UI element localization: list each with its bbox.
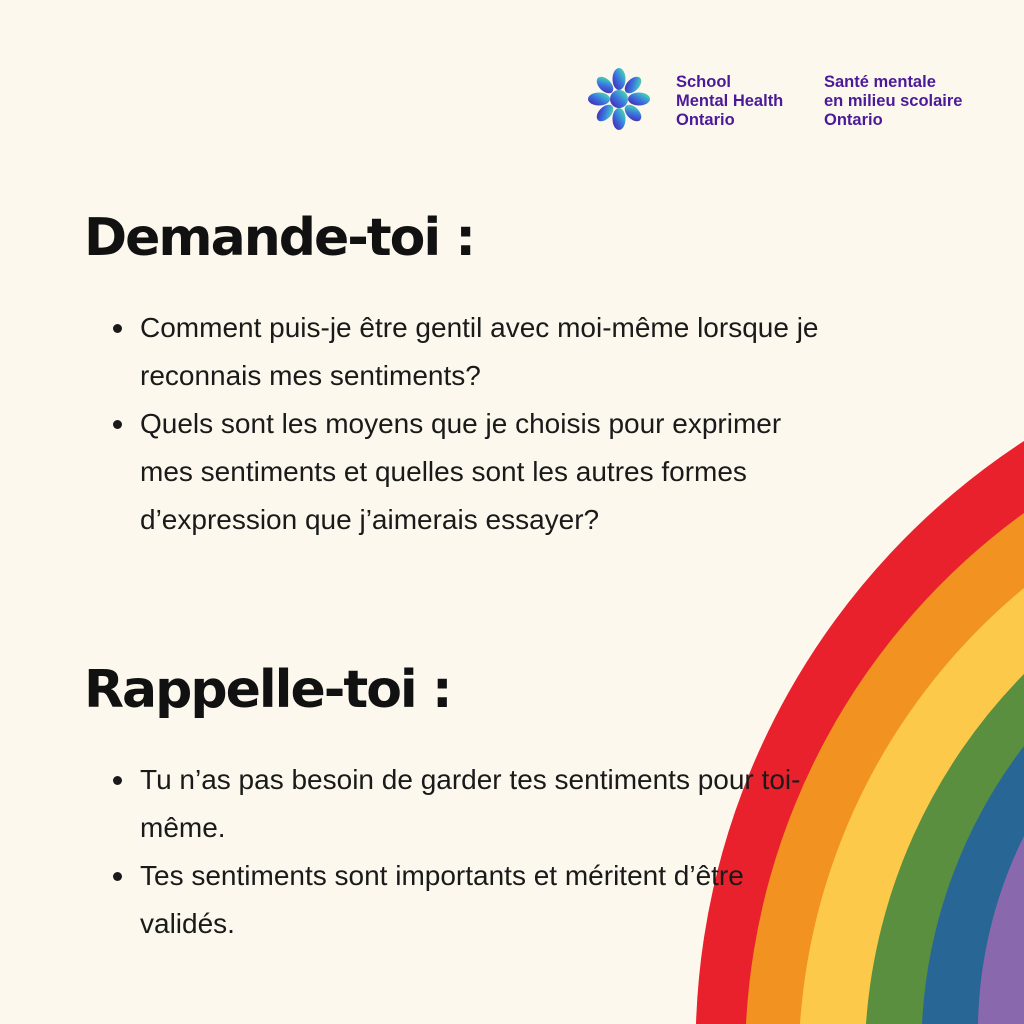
logo-line: en milieu scolaire (824, 92, 963, 110)
heading-remember: Rappelle-toi : (84, 660, 451, 720)
ask-yourself-list (140, 304, 820, 544)
logo-line: Ontario (676, 111, 735, 129)
logo-line: Santé mentale (824, 73, 936, 91)
list-item-text: Tu n’as pas besoin de garder tes sentiments pour toi-même. (140, 764, 801, 843)
logo-text-french (824, 73, 962, 130)
logo-line: Ontario (824, 111, 883, 129)
bullet-dot-icon (113, 872, 122, 881)
logo-line: School (676, 73, 732, 91)
list-item-text: Quels sont les moyens que je choisis pour exprimer mes sentiments et quelles sont les autres formes d’expression que j’aimerais essayer? (140, 408, 782, 535)
list-item (140, 756, 820, 852)
bullet-dot-icon (113, 776, 122, 785)
list-item (140, 400, 820, 544)
list-item-text: Comment puis-je être gentil avec moi-même lorsque je reconnais mes sentiments? (140, 312, 819, 391)
heading-ask-yourself: Demande-toi : (84, 208, 475, 268)
list-item-text: Tes sentiments sont importants et méritent d’être validés. (140, 860, 744, 939)
bullet-dot-icon (113, 420, 122, 429)
list-item (140, 852, 820, 948)
list-item (140, 304, 820, 400)
remember-list (140, 756, 820, 948)
snowflake-flower-logo-icon (586, 66, 652, 132)
logo-text-english (676, 73, 783, 130)
bullet-dot-icon (113, 324, 122, 333)
organization-logo (586, 66, 1006, 136)
logo-line: Mental Health (676, 92, 784, 110)
